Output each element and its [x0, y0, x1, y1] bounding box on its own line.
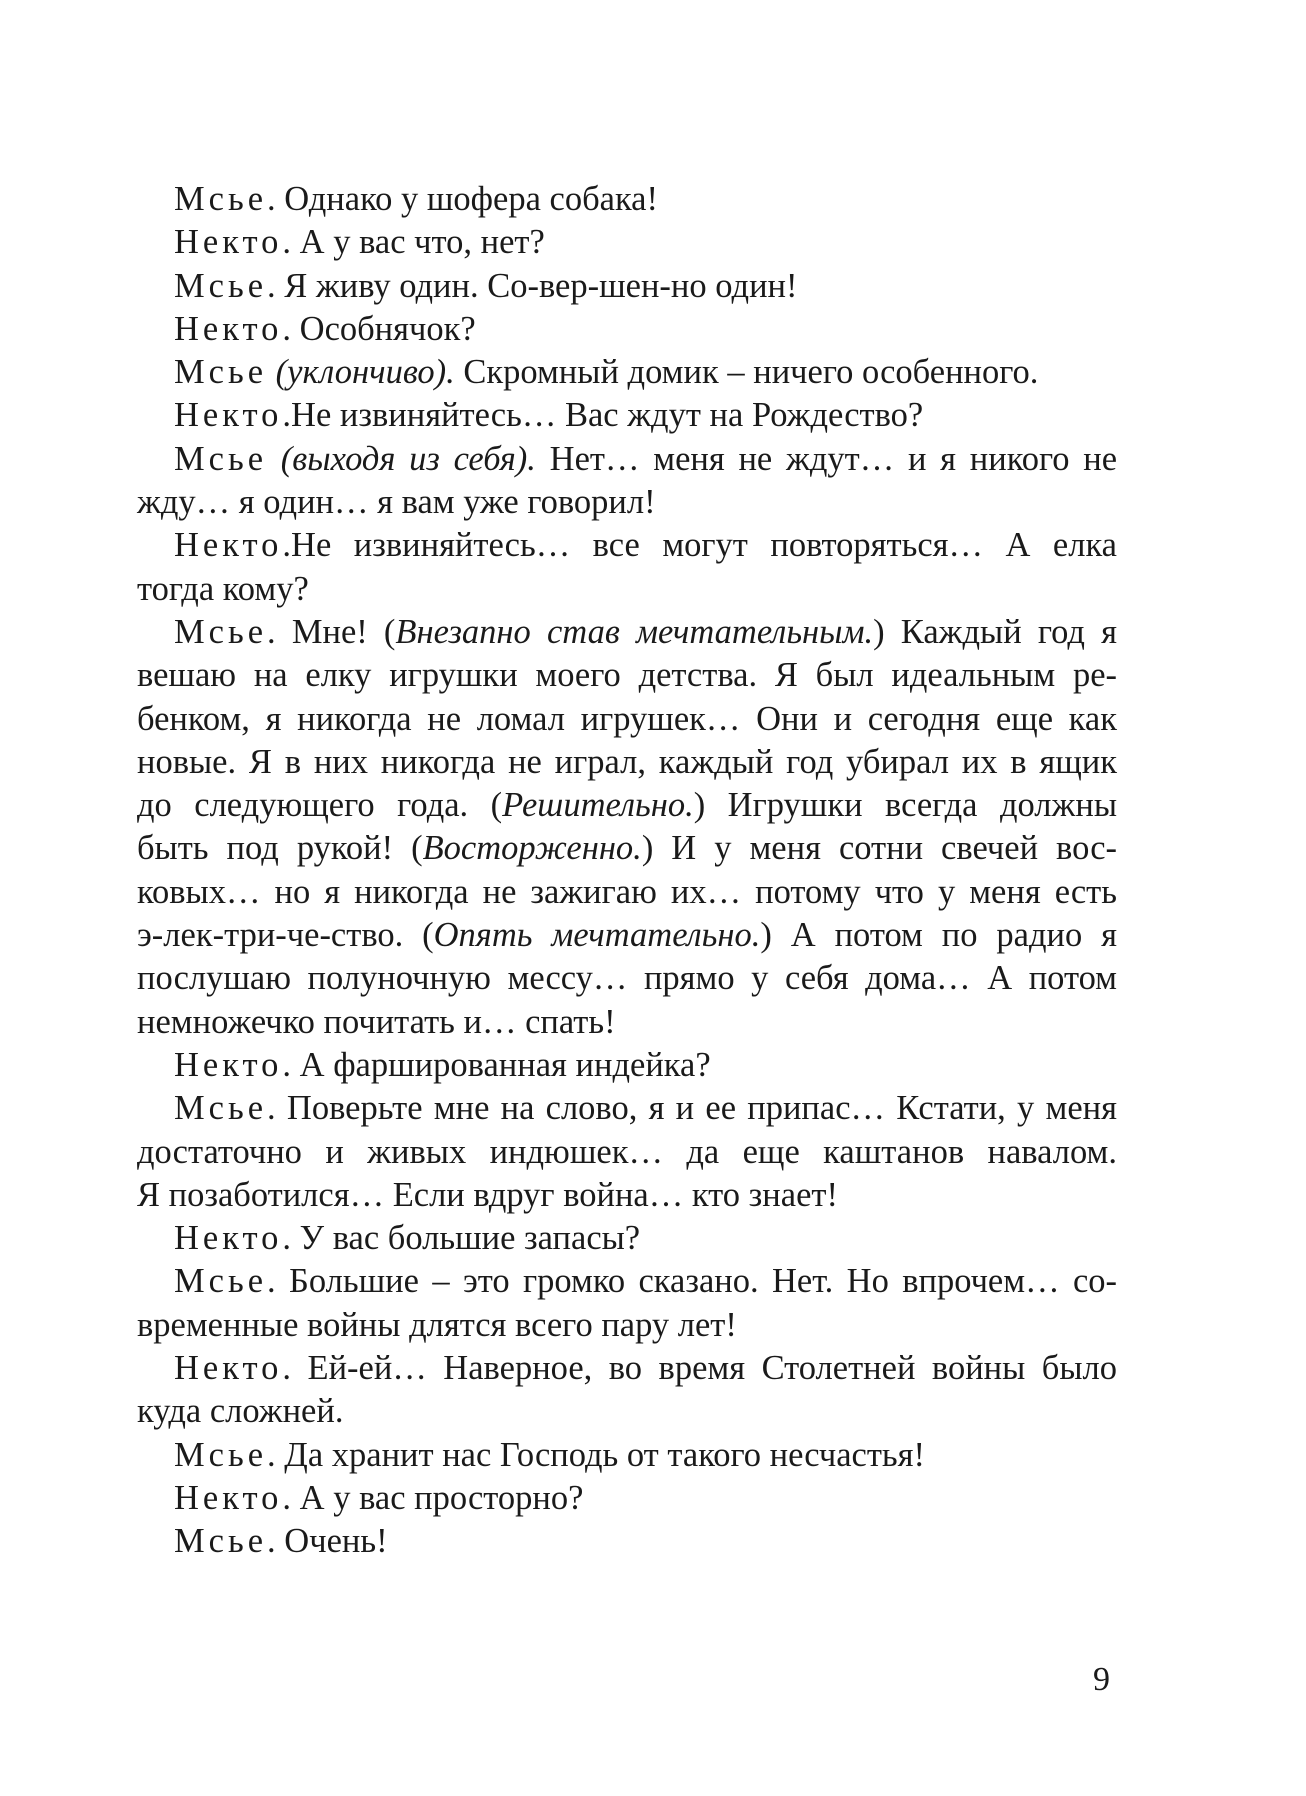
stage-direction: Опять мечтательно.	[433, 916, 761, 955]
dialogue-continuation	[137, 914, 1117, 957]
speaker-name: Некто	[174, 396, 283, 435]
dialogue-line	[137, 611, 1117, 654]
speaker-name: Мсье	[174, 612, 268, 651]
stage-direction: (уклончиво).	[275, 353, 455, 392]
stage-direction: Внезапно став мечтательным.	[395, 612, 874, 651]
dialogue-line	[137, 438, 1117, 481]
line-text: . А у вас просторно?	[282, 1478, 584, 1517]
line-text: . А у вас что, нет?	[282, 223, 545, 262]
speaker-name: Некто	[174, 1045, 283, 1084]
dialogue-line	[137, 1087, 1117, 1130]
line-text: . Очень!	[267, 1522, 388, 1561]
dialogue-continuation: вешаю на елку игрушки моего детства. Я был идеальным ре-	[137, 656, 1117, 695]
line-text: . А фаршированная индейка?	[282, 1045, 711, 1084]
dialogue-continuation	[137, 784, 1117, 827]
dialogue-line	[137, 1477, 1117, 1520]
dialogue-line	[137, 1434, 1117, 1477]
line-text: . Да хранит нас Господь от такого несчастья!	[267, 1435, 926, 1474]
dialogue-continuation: Я позаботился… Если вдруг война… кто знает!	[137, 1175, 838, 1214]
line-text: Скромный домик – ничего особенного.	[454, 353, 1039, 392]
line-text: . Однако у шофера собака!	[267, 180, 658, 218]
dialogue-line	[137, 308, 1117, 351]
line-text: . Ей-ей… Наверное, во время Столетней войны было	[282, 1349, 1117, 1388]
dialogue-continuation: достаточно и живых индюшек… да еще каштанов навалом.	[137, 1132, 1117, 1171]
speaker-name: Мсье	[174, 266, 268, 305]
line-text: . Большие – это громко сказано. Нет. Но впрочем… со-	[267, 1262, 1117, 1301]
speaker-name: Некто	[174, 526, 283, 565]
stage-direction: Решительно.	[502, 786, 694, 825]
speaker-name: Мсье	[174, 1435, 268, 1474]
line-text: ) Игрушки всегда должны	[693, 786, 1117, 825]
line-text: Нет… меня не ждут… и я никого не	[535, 439, 1118, 478]
play-text	[137, 178, 1117, 1564]
line-text: . Я живу один. Со-вер-шен-но один!	[267, 266, 798, 305]
dialogue-line	[137, 351, 1117, 394]
speaker-name: Мсье	[174, 1089, 268, 1128]
line-text: ) А потом по радио я	[760, 916, 1117, 955]
stage-direction: Восторженно.	[422, 829, 642, 868]
speaker-name: Мсье	[174, 1262, 268, 1301]
dialogue-line	[137, 524, 1117, 567]
dialogue-continuation: бенком, я никогда не ломал игрушек… Они и сегодня еще как	[137, 699, 1117, 738]
dialogue-line	[137, 178, 1117, 221]
stage-direction: (выходя из себя).	[280, 439, 536, 478]
line-text: .Не извиняйтесь… все могут повторяться… А елка	[282, 526, 1117, 565]
line-text: . Особнячок?	[282, 309, 476, 348]
dialogue-line	[137, 1044, 1117, 1087]
dialogue-line	[137, 1347, 1117, 1390]
line-text: . Поверьте мне на слово, я и ее припас… Кстати, у меня	[267, 1089, 1117, 1128]
line-text: э-лек-три-че-ство. (	[137, 916, 434, 955]
dialogue-continuation: жду… я один… я вам уже говорил!	[137, 483, 656, 522]
speaker-name: Некто	[174, 1219, 283, 1258]
dialogue-continuation: куда сложней.	[137, 1392, 344, 1431]
speaker-name: Мсье	[174, 1522, 268, 1561]
page-number: 9	[1093, 1661, 1110, 1698]
dialogue-line	[137, 265, 1117, 308]
speaker-name: Мсье	[174, 353, 268, 392]
dialogue-line	[137, 1217, 1117, 1260]
dialogue-line	[137, 394, 1117, 437]
speaker-name: Некто	[174, 309, 283, 348]
line-text: ) И у меня сотни свечей вос-	[641, 829, 1117, 868]
speaker-name: Мсье	[174, 439, 268, 478]
dialogue-continuation: ковых… но я никогда не зажигаю их… потому что у меня есть	[137, 872, 1117, 911]
dialogue-continuation: тогда кому?	[137, 569, 309, 608]
speaker-name: Некто	[174, 223, 283, 262]
dialogue-continuation	[137, 827, 1117, 870]
line-text: . Мне! (	[267, 612, 396, 651]
dialogue-line	[137, 1260, 1117, 1303]
line-text: до следующего года. (	[137, 786, 503, 825]
dialogue-continuation: немножечко почитать и… спать!	[137, 1002, 616, 1041]
dialogue-line	[137, 1520, 1117, 1563]
dialogue-line	[137, 221, 1117, 264]
line-text: быть под рукой! (	[137, 829, 423, 868]
speaker-name: Некто	[174, 1478, 283, 1517]
dialogue-continuation: временные войны длятся всего пару лет!	[137, 1305, 737, 1344]
dialogue-continuation: новые. Я в них никогда не играл, каждый год убирал их в ящик	[137, 742, 1117, 781]
dialogue-continuation: послушаю полуночную мессу… прямо у себя дома… А потом	[137, 959, 1117, 998]
line-text: ) Каждый год я	[873, 612, 1117, 651]
line-text: .Не извиняйтесь… Вас ждут на Рождество?	[282, 396, 924, 435]
line-text: . У вас большие запасы?	[282, 1219, 641, 1258]
speaker-name: Мсье	[174, 180, 268, 218]
speaker-name: Некто	[174, 1349, 283, 1388]
